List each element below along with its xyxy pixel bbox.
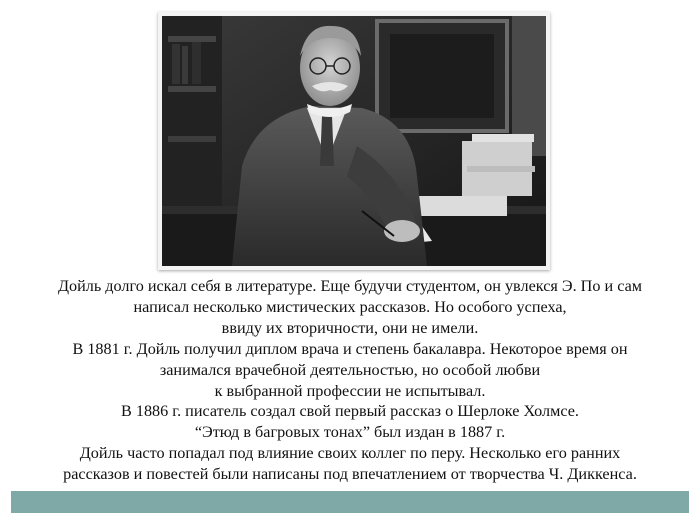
text-line: В 1886 г. писатель создал свой первый рассказ о Шерлоке Холмсе. bbox=[121, 402, 579, 421]
portrait-photo-icon bbox=[162, 16, 546, 266]
text-line: Дойль часто попадал под влияние своих коллег по перу. Несколько его ранних bbox=[79, 444, 621, 463]
text-line: к выбранной профессии не испытывал. bbox=[214, 381, 486, 400]
portrait-photo bbox=[158, 12, 550, 270]
text-line: ввиду их вторичности, они не имели. bbox=[221, 318, 479, 337]
text-line: В 1881 г. Дойль получил диплом врача и степень бакалавра. Некоторое время он bbox=[72, 339, 628, 358]
text-line: “Этюд в багровых тонах” был издан в 1887 г. bbox=[194, 423, 506, 442]
text-line: Дойль долго искал себя в литературе. Еще будучи студентом, он увлекся Э. По и сам bbox=[57, 277, 643, 295]
body-text bbox=[18, 276, 682, 485]
accent-bar bbox=[11, 491, 689, 513]
text-line: рассказов и повестей были написаны под впечатлением от творчества Ч. Диккенса. bbox=[63, 465, 637, 484]
text-line: занимался врачебной деятельностью, но особой любви bbox=[159, 360, 541, 379]
text-line: написал несколько мистических рассказов. Но особого успеха, bbox=[133, 297, 567, 316]
